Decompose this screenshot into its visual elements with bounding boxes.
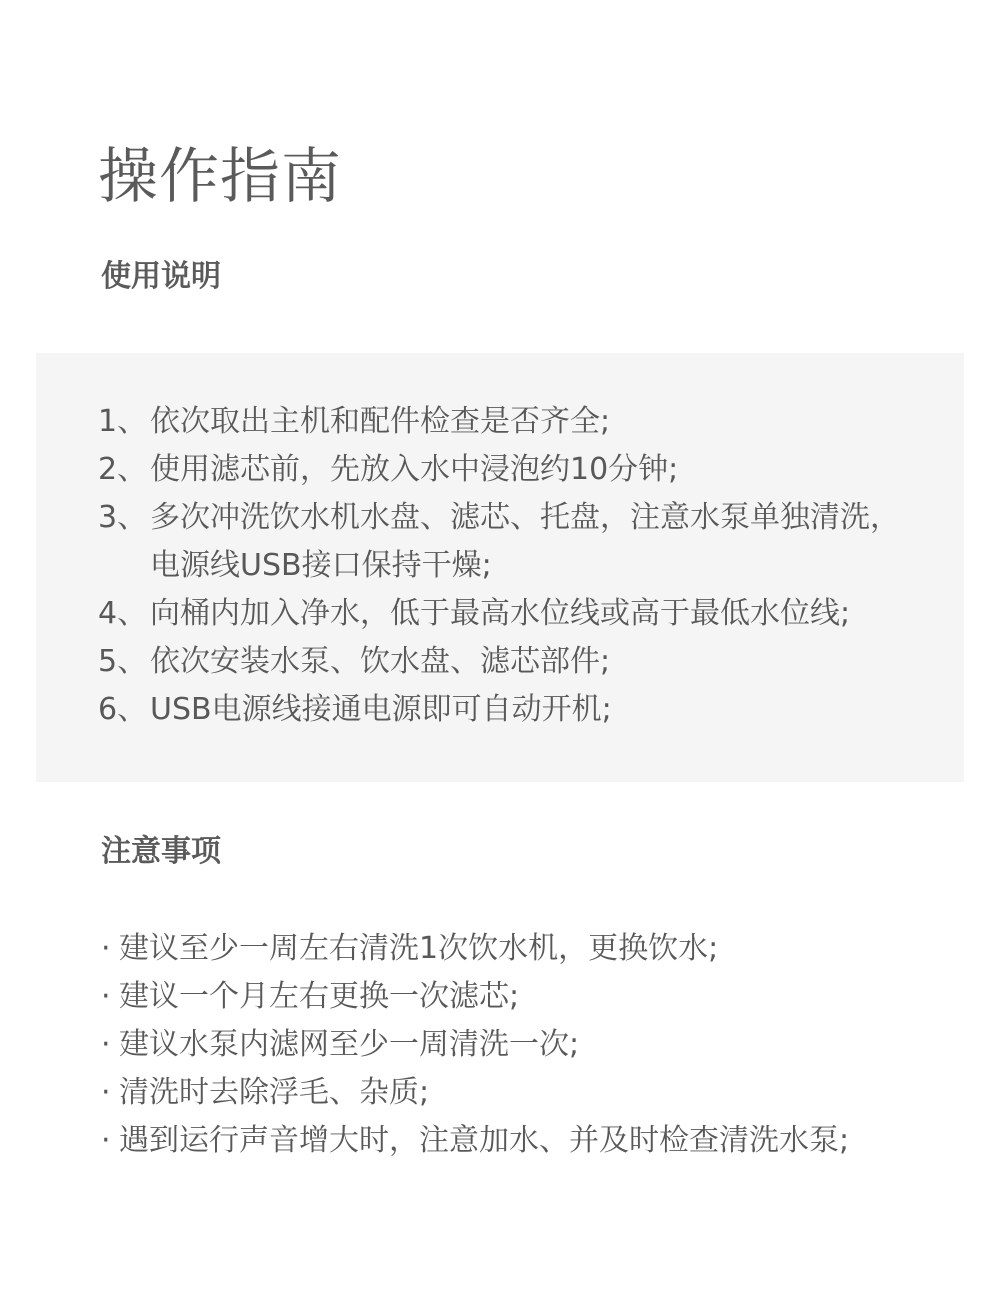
note-text: 建议水泵内滤网至少一周清洗一次; xyxy=(119,1027,580,1062)
step-number: 4、 xyxy=(98,596,148,631)
usage-step-3 xyxy=(98,494,900,542)
usage-step-5 xyxy=(98,638,900,686)
note-text: 建议一个月左右更换一次滤芯; xyxy=(119,979,520,1014)
notes-list xyxy=(101,925,849,1165)
note-text: 遇到运行声音增大时，注意加水、并及时检查清洗水泵; xyxy=(119,1123,850,1158)
note-item xyxy=(101,1069,849,1117)
bullet-dot: · xyxy=(101,931,111,966)
notes-section-title: 注意事项 xyxy=(101,834,221,869)
usage-section-title: 使用说明 xyxy=(101,259,221,294)
step-number: 5、 xyxy=(98,644,148,679)
usage-step-4 xyxy=(98,590,900,638)
note-item xyxy=(101,1117,849,1165)
usage-step-1 xyxy=(98,398,900,446)
bullet-dot: · xyxy=(101,1123,111,1158)
note-item xyxy=(101,1021,849,1069)
bullet-dot: · xyxy=(101,979,111,1014)
usage-step-3-continued xyxy=(98,542,900,590)
step-number-spacer xyxy=(98,542,150,590)
page-title: 操作指南 xyxy=(98,142,342,212)
step-text: 多次冲洗饮水机水盘、滤芯、托盘，注意水泵单独清洗， xyxy=(150,500,900,535)
step-text: 依次安装水泵、饮水盘、滤芯部件; xyxy=(150,644,611,679)
step-number: 2、 xyxy=(98,452,148,487)
note-text: 清洗时去除浮毛、杂质; xyxy=(119,1075,430,1110)
step-text: 使用滤芯前，先放入水中浸泡约10分钟; xyxy=(150,452,679,487)
note-item xyxy=(101,973,849,1021)
usage-step-6 xyxy=(98,686,900,734)
note-text: 建议至少一周左右清洗1次饮水机，更换饮水; xyxy=(119,931,719,966)
step-text: USB电源线接通电源即可自动开机; xyxy=(150,692,612,727)
note-item xyxy=(101,925,849,973)
step-text: 电源线USB接口保持干燥; xyxy=(150,548,492,583)
step-number: 6、 xyxy=(98,692,148,727)
usage-instructions-list xyxy=(98,398,900,734)
bullet-dot: · xyxy=(101,1027,111,1062)
step-number: 3、 xyxy=(98,500,148,535)
bullet-dot: · xyxy=(101,1075,111,1110)
step-number: 1、 xyxy=(98,404,148,439)
step-text: 依次取出主机和配件检查是否齐全; xyxy=(150,404,611,439)
step-text: 向桶内加入净水，低于最高水位线或高于最低水位线; xyxy=(150,596,851,631)
usage-step-2 xyxy=(98,446,900,494)
